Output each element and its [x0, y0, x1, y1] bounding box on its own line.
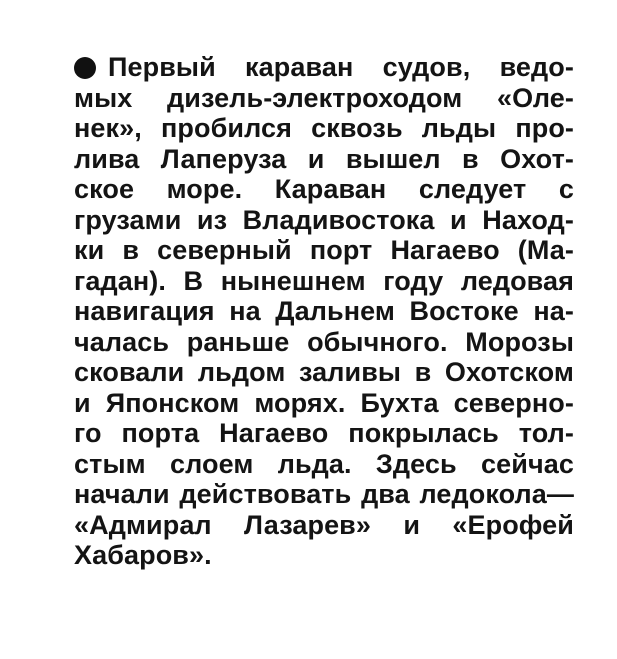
article-word: с: [558, 174, 574, 204]
article-word: ледовая: [460, 265, 574, 296]
article-word: льдом: [197, 357, 286, 387]
article-word: стым: [74, 448, 146, 479]
article-word: чалась: [74, 326, 170, 357]
article-word: из: [196, 204, 228, 235]
article-word: Японском: [105, 387, 240, 418]
article-word: про-: [515, 113, 574, 143]
article-word: го: [74, 418, 102, 448]
bullet-icon: [74, 57, 96, 79]
article-word: действовать: [179, 479, 352, 509]
article-word: Востоке: [409, 296, 519, 326]
article-line: [74, 479, 574, 510]
article-word: и: [307, 143, 325, 174]
article-word: сковали: [74, 357, 185, 387]
article-word: тол-: [518, 418, 574, 448]
article-word: Наход-: [482, 204, 574, 235]
article-word: в: [414, 357, 432, 387]
article-word: море.: [166, 174, 243, 204]
article-word: Бухта: [360, 387, 439, 418]
article-word: льда.: [277, 448, 352, 479]
article-word: нынешнем: [220, 265, 366, 296]
article-line: [74, 449, 574, 480]
article-word: и: [74, 387, 91, 418]
article-word: Первый: [108, 52, 216, 82]
article-word: нек»,: [74, 113, 142, 143]
article-word: ское: [74, 174, 135, 204]
article-line: [74, 113, 574, 144]
article-word: покрылась: [348, 418, 499, 448]
article-word: ведо-: [499, 52, 574, 82]
article-word: сейчас: [481, 448, 574, 479]
article-line: [74, 388, 574, 419]
article-word: льды: [421, 113, 497, 143]
article-word: ки: [74, 235, 105, 265]
article-word: (Ма-: [517, 235, 574, 265]
article-word: Дальнем: [275, 296, 395, 326]
article-line: [74, 52, 574, 83]
article-word: Охотском: [444, 357, 574, 387]
article-word: пробился: [161, 113, 292, 143]
article-word: раньше: [186, 326, 290, 357]
article-word: мых: [74, 82, 133, 113]
article-word: В: [183, 265, 204, 296]
article-line: [74, 83, 574, 114]
article-word: порта: [121, 418, 200, 448]
article-line: [74, 418, 574, 449]
article-word: Нагаево: [219, 418, 329, 448]
article-word: ледокола—: [419, 479, 574, 509]
news-clipping: [74, 52, 574, 571]
article-line: [74, 296, 574, 327]
article-word: Лазарев»: [244, 509, 371, 540]
article-word: Здесь: [375, 448, 457, 479]
article-word: «Адмирал: [74, 509, 212, 540]
article-word: северный: [157, 235, 292, 265]
article-word: два: [361, 479, 410, 509]
article-word: в: [462, 143, 479, 174]
article-line: [74, 266, 574, 297]
article-line: [74, 235, 574, 266]
article-word: обычного.: [307, 326, 448, 357]
article-word: «Ерофей: [452, 509, 574, 540]
article-word: Владивостока: [242, 204, 435, 235]
article-line: [74, 510, 574, 541]
article-word: следует: [418, 174, 527, 204]
article-word: Лаперуза: [160, 143, 287, 174]
article-line: [74, 205, 574, 236]
article-word: и: [403, 509, 421, 540]
article-word: заливы: [298, 357, 402, 387]
article-word: сквозь: [311, 113, 403, 143]
article-word: северно-: [453, 387, 574, 418]
article-word: дизель-электроходом: [167, 82, 463, 113]
article-word: году: [383, 265, 444, 296]
article-word: порт: [309, 235, 373, 265]
article-word: и: [450, 204, 467, 235]
article-word: гадан).: [74, 265, 166, 296]
article-line: [74, 144, 574, 175]
article-word: Хабаров».: [74, 540, 212, 570]
article-line-text: [108, 52, 574, 83]
article-word: Морозы: [465, 326, 574, 357]
article-word: караван: [245, 52, 354, 82]
article-word: судов,: [382, 52, 471, 82]
article-word: «Оле-: [497, 82, 574, 113]
article-word: грузами: [74, 204, 182, 235]
article-word: Нагаево: [390, 235, 500, 265]
article-word: в: [122, 235, 140, 265]
article-word: Караван: [274, 174, 387, 204]
article-line: [74, 540, 574, 571]
article-word: Охот-: [500, 143, 574, 174]
article-word: на-: [533, 296, 574, 326]
article-word: морях.: [254, 387, 346, 418]
article-word: слоем: [169, 448, 254, 479]
article-word: вышел: [345, 143, 441, 174]
article-line: [74, 174, 574, 205]
article-word: навигация: [74, 296, 215, 326]
article-line: [74, 357, 574, 388]
article-word: на: [229, 296, 261, 326]
article-word: лива: [74, 143, 140, 174]
article-word: начали: [74, 479, 170, 509]
article-line: [74, 327, 574, 358]
